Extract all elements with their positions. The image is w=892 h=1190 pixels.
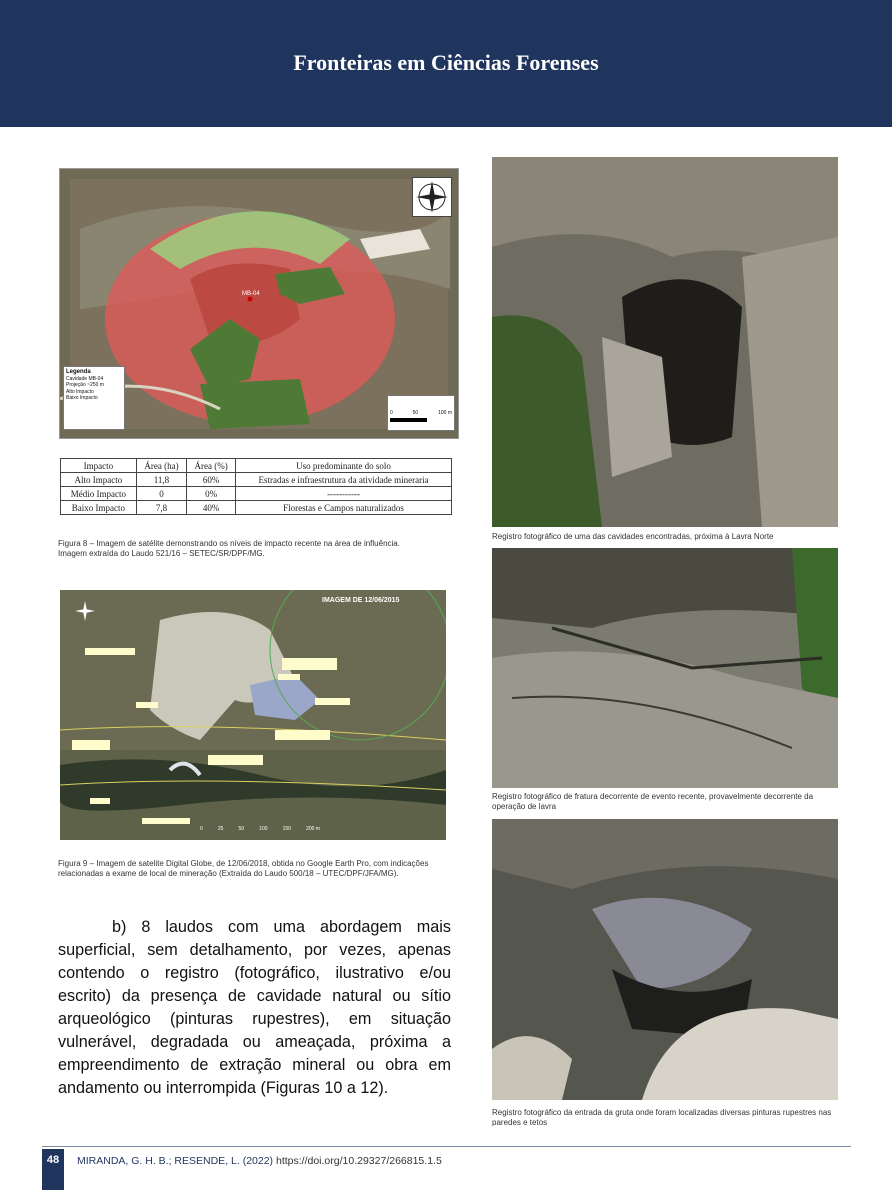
photo3-caption (492, 1108, 852, 1126)
scale-label: 25 (217, 826, 224, 832)
map-legend (63, 366, 125, 430)
figure9-caption (58, 859, 458, 879)
page-number: 48 (42, 1149, 64, 1190)
figure8-caption (58, 539, 458, 559)
map-annotation (208, 755, 263, 765)
table-cell: 0 (136, 487, 186, 501)
caption-line: operação de lavra (492, 802, 557, 811)
caption-line: paredes e tetos (492, 1118, 548, 1126)
table-cell: Florestas e Campos naturalizados (236, 501, 452, 515)
scale-label: 0 (200, 826, 203, 832)
legend-item: Baixo Impacto (66, 395, 98, 401)
scale-label: 200 m (306, 826, 320, 832)
caption-line: relacionadas a exame de local de mineração (Extraída do Laudo 500/18 – UTEC/DPF/JFA/MG). (58, 869, 399, 878)
map-annotation (315, 698, 350, 705)
table-cell: 60% (187, 473, 236, 487)
map-annotation (136, 702, 158, 708)
footer-citation (77, 1155, 442, 1167)
legend-title: Legenda (66, 369, 91, 375)
table-header-row (61, 459, 452, 473)
table-cell: 40% (187, 501, 236, 515)
table-header: Impacto (61, 459, 137, 473)
scale-label: 100 m (438, 410, 452, 416)
scale-label: 0 (390, 410, 393, 416)
table-header: Área (ha) (136, 459, 186, 473)
caption-line: Imagem extraída do Laudo 521/16 – SETEC/SR/DPF/MG. (58, 549, 265, 558)
scale-label: 50 (412, 410, 419, 416)
cavity-point (248, 297, 253, 302)
table-cell: 7,8 (136, 501, 186, 515)
table-cell: Médio Impacto (61, 487, 137, 501)
table-cell: ----------- (236, 487, 452, 501)
map-annotation (90, 798, 110, 804)
table-cell: Estradas e infraestrutura da atividade mineraria (236, 473, 452, 487)
compass-rose-icon (74, 600, 96, 622)
map-annotation (85, 648, 135, 655)
cavity-point-label: MB-04 (242, 291, 260, 297)
table-cell: Baixo Impacto (61, 501, 137, 515)
compass-rose-icon (412, 177, 452, 217)
map-annotation (278, 674, 300, 680)
impact-table (60, 458, 452, 515)
figure9-satellite-map (60, 590, 446, 840)
legend-item: Alto Impacto (66, 388, 94, 395)
map-annotation (282, 658, 337, 670)
footer-divider (42, 1146, 851, 1147)
body-paragraph: b) 8 laudos com uma abordagem mais superficial, sem detalhamento, por vezes, apenas contendo o registro (fotográfico, ilustrativo e/ou escrito) da presença de cavidade natural ou sítio arqueológico (pinturas rupestres), em situação vulnerável, degradada ou ameaçada, próxima a empreendimento de extração mineral ou obra em andamento ou interrompida (Figuras 10 a 12). (58, 918, 451, 1097)
caption-line: Figura 8 – Imagem de satélite demonstrando os níveis de impacto recente na área de influência. (58, 539, 400, 548)
rock-fracture-photo (492, 548, 838, 788)
photo2-caption (492, 792, 852, 812)
caption-line: Figura 9 – Imagem de satelite Digital Globe, de 12/06/2018, obtida no Google Earth Pro, com indicações (58, 859, 429, 868)
photo1-caption: Registro fotográfico de uma das cavidades encontradas, próxima à Lavra Norte (492, 532, 774, 541)
table-cell: 0% (187, 487, 236, 501)
table-header: Uso predominante do solo (236, 459, 452, 473)
journal-header (0, 0, 892, 127)
map-date-label: IMAGEM DE 12/06/2015 (322, 597, 400, 604)
figure9-map-graphic (60, 590, 446, 840)
table-row (61, 487, 452, 501)
cave-photo (492, 157, 838, 527)
cave-entrance-photo (492, 819, 838, 1100)
table-row (61, 501, 452, 515)
table-cell: Alto Impacto (61, 473, 137, 487)
journal-title: Fronteiras em Ciências Forenses (293, 50, 599, 75)
scale-label: 150 (282, 826, 291, 832)
figure8-satellite-map (59, 168, 459, 439)
legend-item: Projeção ~250 m (66, 382, 104, 388)
citation-authors: MIRANDA, G. H. B.; RESENDE, L. (2022) (77, 1155, 274, 1167)
scale-label: 50 (238, 826, 245, 832)
map-annotation (275, 730, 330, 740)
table-row (61, 473, 452, 487)
doi-link[interactable]: https://doi.org/10.29327/266815.1.5 (275, 1155, 442, 1167)
table-header: Área (%) (187, 459, 236, 473)
map-annotation (142, 818, 190, 824)
map-scale-bar (387, 395, 455, 431)
caption-line: Registro fotográfico da entrada da gruta onde foram localizadas diversas pinturas rupestres nas (492, 1108, 832, 1117)
table-cell: 11,8 (136, 473, 186, 487)
map-scale-bar (200, 826, 320, 832)
scale-label: 100 (259, 826, 268, 832)
caption-line: Registro fotográfico de fratura decorrente de evento recente, provavelmente decorrente da (492, 792, 814, 801)
legend-item: Cavidade MB-04 (66, 375, 104, 382)
map-annotation (72, 740, 110, 750)
